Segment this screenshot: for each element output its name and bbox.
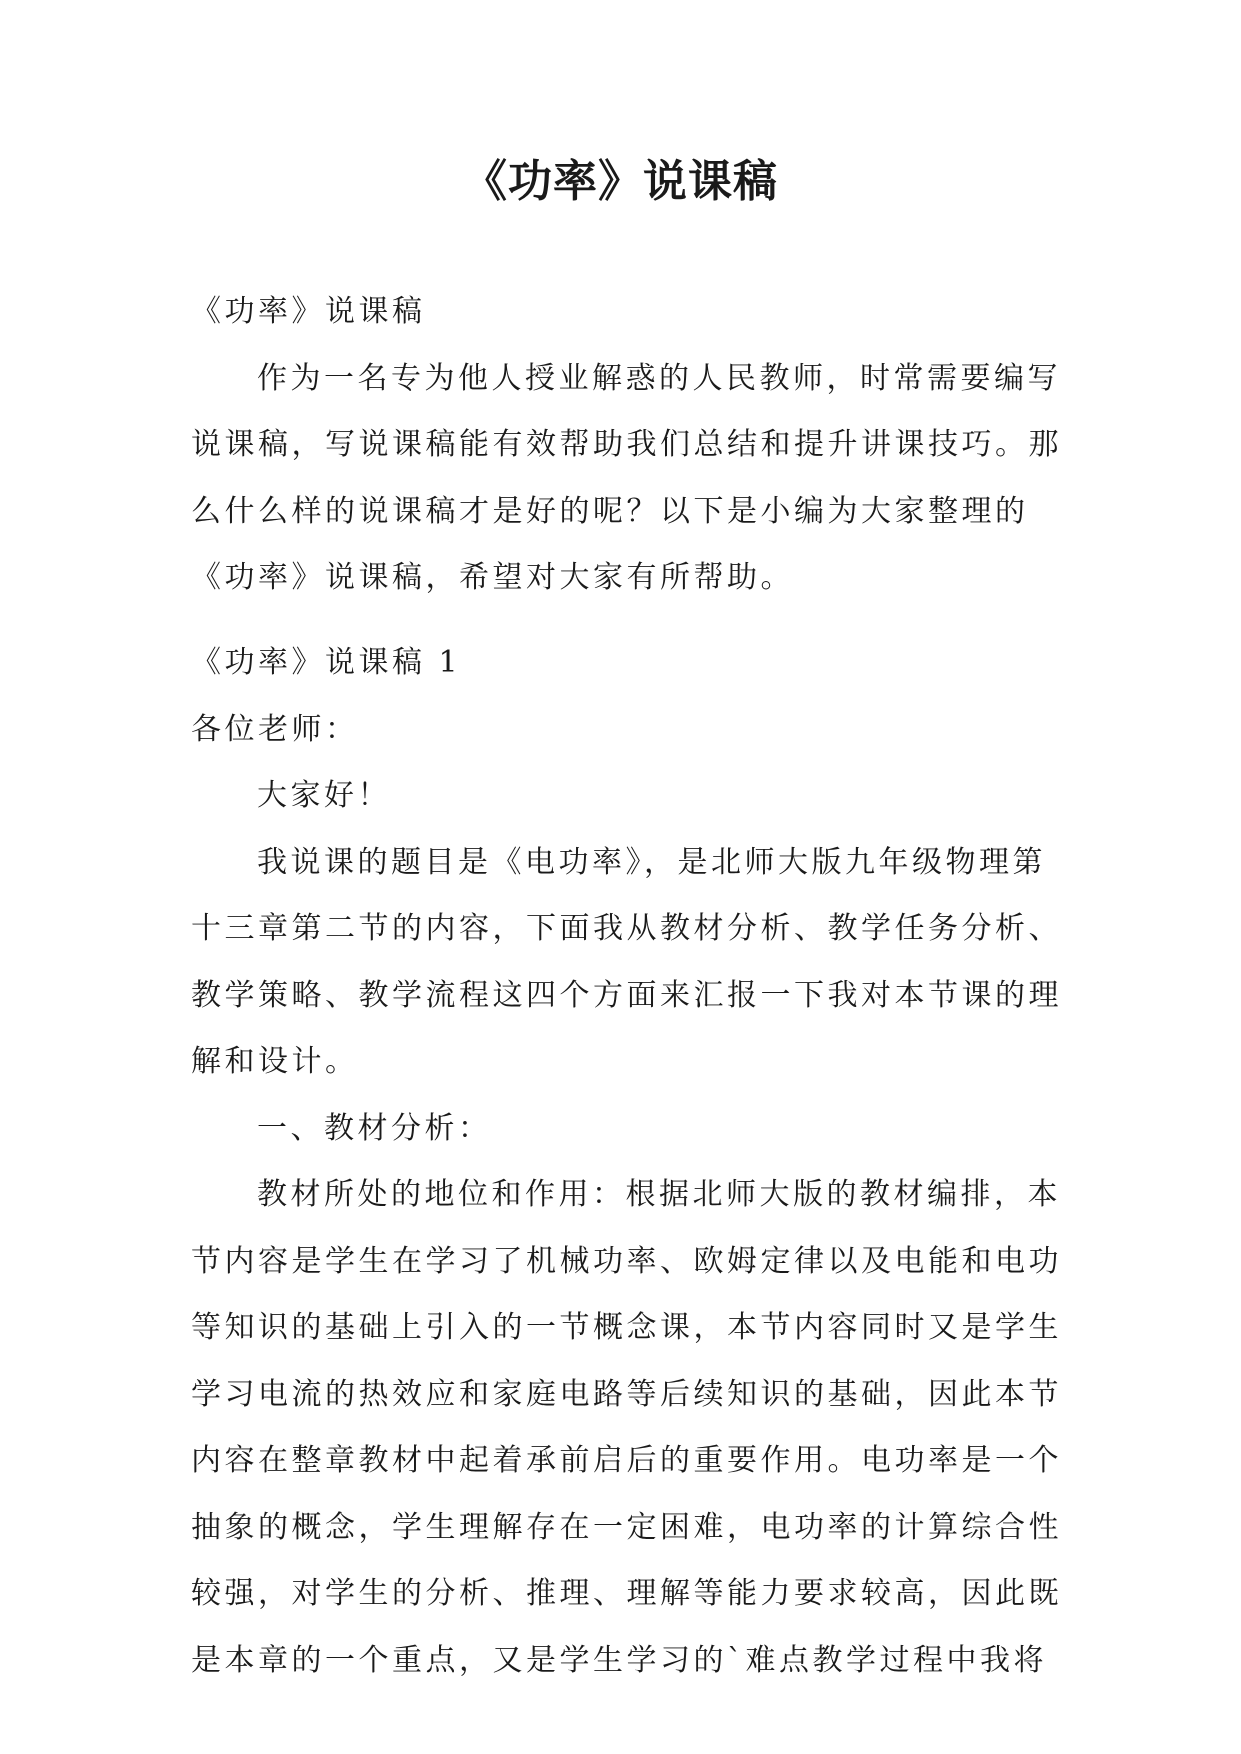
greeting: 大家好！ <box>257 778 391 813</box>
body-line: 教材所处的地位和作用：根据北师大版的教材编排，本 <box>257 1177 1061 1212</box>
intro-line: 么什么样的说课稿才是好的呢？以下是小编为大家整理的 <box>191 493 1029 529</box>
body-line: 较强，对学生的分析、推理、理解等能力要求较高，因此既 <box>191 1576 1062 1611</box>
subheading: 一、教材分析： <box>257 1110 492 1146</box>
body-line: 十三章第二节的内容，下面我从教材分析、教学任务分析、 <box>191 911 1062 946</box>
intro-line: 《功率》说课稿，希望对大家有所帮助。 <box>191 560 794 595</box>
intro-line: 《功率》说课稿 <box>191 294 426 329</box>
body-line: 抽象的概念，学生理解存在一定困难，电功率的计算综合性 <box>191 1509 1062 1545</box>
body-line: 学习电流的热效应和家庭电路等后续知识的基础，因此本节 <box>191 1376 1062 1412</box>
body-line: 内容在整章教材中起着承前启后的重要作用。电功率是一个 <box>191 1443 1062 1478</box>
body-line: 是本章的一个重点，又是学生学习的`难点教学过程中我将 <box>191 1642 1047 1678</box>
intro-line: 作为一名专为他人授业解惑的人民教师，时常需要编写 <box>257 360 1061 396</box>
intro-line: 说课稿，写说课稿能有效帮助我们总结和提升讲课技巧。那 <box>191 427 1062 462</box>
salutation: 各位老师： <box>191 711 359 747</box>
body-line: 等知识的基础上引入的一节概念课，本节内容同时又是学生 <box>191 1310 1062 1345</box>
body-line: 节内容是学生在学习了机械功率、欧姆定律以及电能和电功 <box>191 1243 1062 1279</box>
body-line: 解和设计。 <box>191 1044 359 1079</box>
section-1-block <box>191 630 1062 1694</box>
section-heading: 《功率》说课稿 1 <box>191 645 462 680</box>
body-line: 我说课的题目是《电功率》，是北师大版九年级物理第 <box>257 844 1046 880</box>
document-title: 《功率》说课稿 <box>463 156 778 207</box>
body-line: 教学策略、教学流程这四个方面来汇报一下我对本节课的理 <box>191 977 1062 1013</box>
intro-block <box>191 279 1062 612</box>
